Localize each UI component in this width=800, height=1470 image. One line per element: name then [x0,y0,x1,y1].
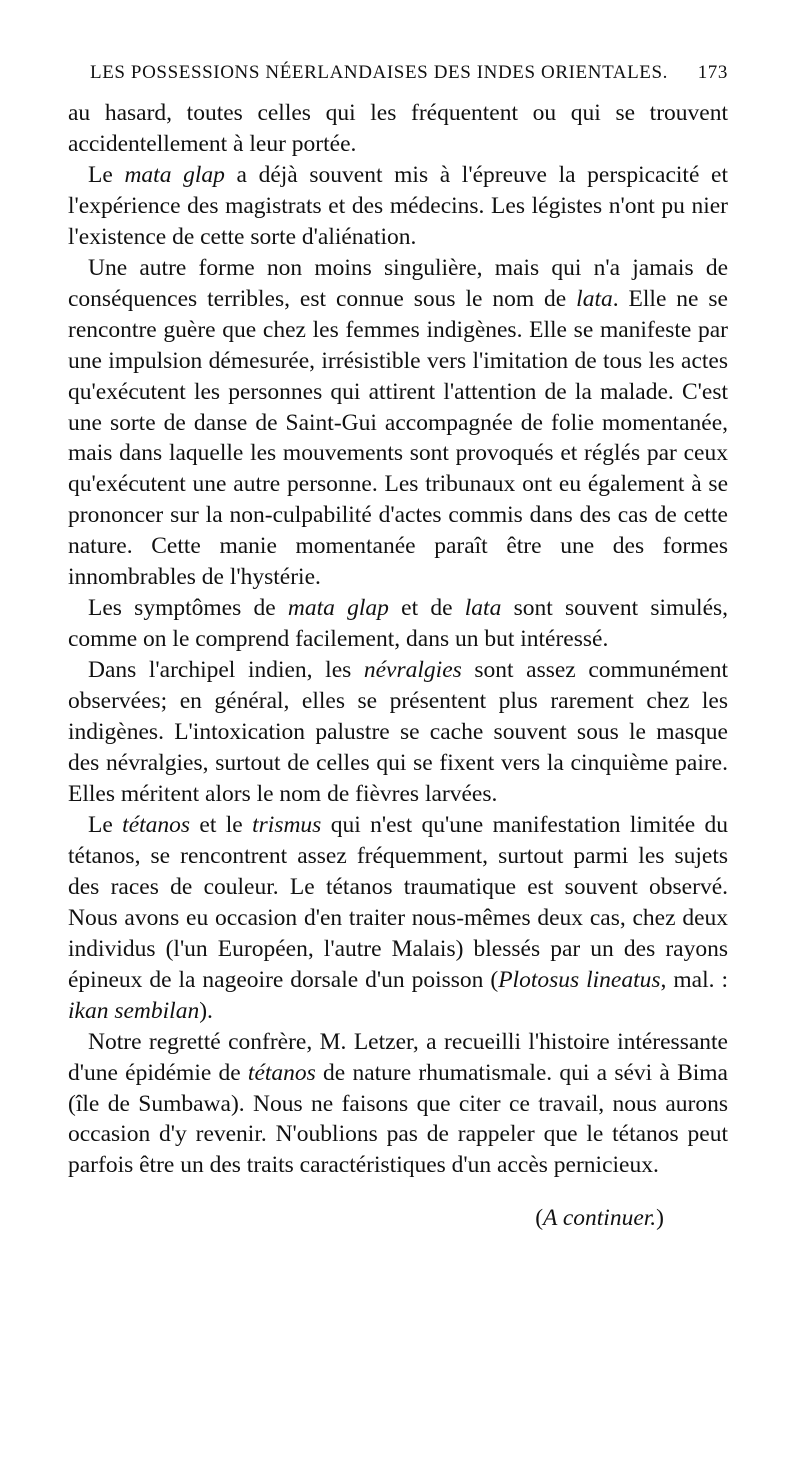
text-run: Le [88,161,125,188]
italic-term: lata [576,285,613,312]
paragraph [68,655,728,810]
italic-term: trismus [252,811,322,838]
italic-term: Plotosus lineatus [498,966,661,993]
italic-term: lata [464,595,502,622]
text-run: et de [388,595,465,622]
italic-term: mata glap [124,161,225,188]
italic-term: tétanos [247,1059,316,1086]
running-title: LES POSSESSIONS NÉERLANDAISES DES INDES ORIENTALES. [90,62,669,83]
text-run: qui n'est qu'une manifestation limitée du tétanos, se rencontrent assez fréquemment, surtout parmi les sujets des races de couleur. Le tétanos traumatique est souvent observé. Nous avons eu occasion d'en traiter nous-mêmes deux cas, chez deux individus (l'un Européen, l'autre Malais) blessés par un des rayons épineux de la nageoire dorsale d'un poisson ( [68,811,729,993]
text-run: au hasard, toutes celles qui les fréquentent ou qui se trouvent accidentellement à leur portée. [68,100,728,157]
italic-term: tétanos [122,811,191,838]
text-run: Les symptômes de [88,595,288,622]
body-text [68,98,728,1181]
text-run: Le [88,811,123,838]
continuation-text: A continuer. [543,1205,657,1232]
text-run: a déjà souvent mis à l'épreuve la perspicacité et l'expérience des magistrats et des médecins. Les légistes n'ont pu nier l'existence de cette sorte d'aliénation. [68,161,728,250]
paragraph [68,593,728,655]
text-run: . Elle ne se rencontre guère que chez les femmes indigènes. Elle se manifeste par une impulsion démesurée, irrésistible vers l'imitation de tous les actes qu'exécutent les personnes qui attirent l'attention de la malade. C'est une sorte de danse de Saint-Gui accompagnée de folie momentanée, mais dans laquelle les mouvements sont provoqués et réglés par ceux qu'exécutent une autre personne. Les tribunaux ont eu également à se prononcer sur la non-culpabilité d'actes commis dans des cas de cette nature. Cette manie momentanée paraît être une des formes innombrables de l'hystérie. [68,285,728,591]
text-run: Dans l'archipel indien, les [88,657,364,684]
continuation-note [68,1205,728,1232]
text-run: Une autre forme non moins singulière, mais qui n'a jamais de conséquences terribles, est connue sous le nom de [68,254,728,312]
text-run: ). [199,997,213,1024]
continuation-close-paren: ) [656,1205,664,1232]
text-run: de nature rhumatismale. qui a sévi à Bima (île de Sumbawa). Nous ne faisons que citer ce travail, nous aurons occasion d'y revenir. N'oublions pas de rappeler que le tétanos peut parfois être un des traits caractéristiques d'un accès pernicieux. [68,1059,728,1179]
text-run: Notre regretté confrère, M. Letzer, a recueilli l'histoire intéressante d'une épidémie de [68,1028,728,1086]
paragraph [68,810,728,1027]
paragraph [68,160,728,253]
paragraph [68,1027,728,1182]
text-run: sont souvent simulés, comme on le comprend facilement, dans un but intéressé. [68,595,729,653]
book-page [68,62,728,1232]
page-number: 173 [697,62,728,83]
text-run: et le [190,811,253,838]
paragraph [68,98,728,160]
italic-term: névralgies [363,657,462,684]
continuation-open-paren: ( [535,1205,544,1232]
text-run: sont assez communément observées; en général, elles se présentent plus rarement chez les indigènes. L'intoxication palustre se cache souvent sous le masque des névralgies, surtout de celles qui se fixent vers la cinquième paire. Elles méritent alors le nom de fièvres larvées. [68,657,728,807]
paragraph [68,253,728,593]
text-run: , mal. : [660,966,728,993]
italic-term: mata glap [287,595,389,622]
italic-term: ikan sembilan [68,997,200,1024]
running-header [68,62,728,84]
